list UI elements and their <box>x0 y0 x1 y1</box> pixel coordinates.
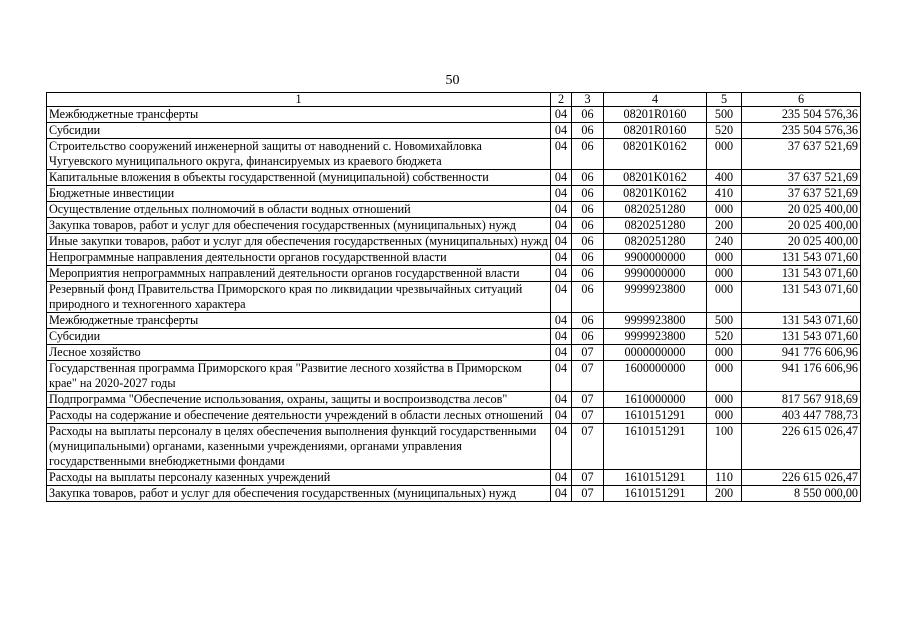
row-target-code: 1610000000 <box>604 392 707 408</box>
row-subsection-code: 06 <box>572 329 604 345</box>
row-section-code: 04 <box>551 313 572 329</box>
row-target-code: 08201K0162 <box>604 139 707 170</box>
table-row <box>47 345 861 361</box>
row-amount: 235 504 576,36 <box>742 123 861 139</box>
row-amount: 403 447 788,73 <box>742 408 861 424</box>
table-row <box>47 250 861 266</box>
row-target-code: 08201K0162 <box>604 170 707 186</box>
row-target-code: 1600000000 <box>604 361 707 392</box>
row-name: Подпрограмма "Обеспечение использования, охраны, защиты и воспроизводства лесов" <box>47 392 551 408</box>
page-number: 50 <box>445 73 460 88</box>
row-name: Капитальные вложения в объекты государственной (муниципальной) собственности <box>47 170 551 186</box>
row-subsection-code: 06 <box>572 202 604 218</box>
row-name: Закупка товаров, работ и услуг для обеспечения государственных (муниципальных) нужд <box>47 218 551 234</box>
row-subsection-code: 07 <box>572 361 604 392</box>
row-name: Иные закупки товаров, работ и услуг для обеспечения государственных (муниципальных) нужд <box>47 234 551 250</box>
row-section-code: 04 <box>551 424 572 470</box>
row-section-code: 04 <box>551 361 572 392</box>
row-subsection-code: 06 <box>572 250 604 266</box>
row-target-code: 1610151291 <box>604 408 707 424</box>
table-row <box>47 234 861 250</box>
row-expense-type: 520 <box>707 329 742 345</box>
budget-table <box>46 92 861 502</box>
header-col-2: 2 <box>551 93 572 107</box>
row-expense-type: 100 <box>707 424 742 470</box>
table-row <box>47 408 861 424</box>
row-expense-type: 000 <box>707 202 742 218</box>
row-subsection-code: 07 <box>572 470 604 486</box>
row-expense-type: 000 <box>707 250 742 266</box>
row-target-code: 9990000000 <box>604 266 707 282</box>
row-amount: 20 025 400,00 <box>742 234 861 250</box>
row-subsection-code: 06 <box>572 266 604 282</box>
row-subsection-code: 06 <box>572 313 604 329</box>
row-target-code: 08201K0162 <box>604 186 707 202</box>
table-header-row <box>47 93 861 107</box>
row-amount: 131 543 071,60 <box>742 250 861 266</box>
row-name: Межбюджетные трансферты <box>47 107 551 123</box>
row-expense-type: 240 <box>707 234 742 250</box>
row-amount: 235 504 576,36 <box>742 107 861 123</box>
table-row <box>47 266 861 282</box>
row-section-code: 04 <box>551 250 572 266</box>
row-section-code: 04 <box>551 186 572 202</box>
row-section-code: 04 <box>551 218 572 234</box>
row-subsection-code: 06 <box>572 107 604 123</box>
table-row <box>47 107 861 123</box>
header-col-4: 4 <box>604 93 707 107</box>
row-section-code: 04 <box>551 123 572 139</box>
row-expense-type: 000 <box>707 361 742 392</box>
table-row <box>47 361 861 392</box>
table-row <box>47 139 861 170</box>
row-name: Закупка товаров, работ и услуг для обеспечения государственных (муниципальных) нужд <box>47 486 551 502</box>
row-section-code: 04 <box>551 282 572 313</box>
row-name: Непрограммные направления деятельности органов государственной власти <box>47 250 551 266</box>
row-name: Субсидии <box>47 123 551 139</box>
row-subsection-code: 07 <box>572 408 604 424</box>
row-section-code: 04 <box>551 139 572 170</box>
table-row <box>47 218 861 234</box>
table-row <box>47 186 861 202</box>
row-expense-type: 000 <box>707 408 742 424</box>
row-amount: 37 637 521,69 <box>742 139 861 170</box>
row-amount: 941 776 606,96 <box>742 345 861 361</box>
row-section-code: 04 <box>551 345 572 361</box>
table-body <box>47 107 861 502</box>
row-subsection-code: 07 <box>572 345 604 361</box>
row-amount: 20 025 400,00 <box>742 218 861 234</box>
row-name: Расходы на выплаты персоналу в целях обеспечения выполнения функций государственными (муниципальными) органами, казенными учреждениями, органами управления государственными внебюджетными фондами <box>47 424 551 470</box>
table-row <box>47 282 861 313</box>
row-amount: 20 025 400,00 <box>742 202 861 218</box>
row-section-code: 04 <box>551 234 572 250</box>
row-name: Лесное хозяйство <box>47 345 551 361</box>
row-expense-type: 000 <box>707 345 742 361</box>
row-amount: 131 543 071,60 <box>742 266 861 282</box>
row-section-code: 04 <box>551 470 572 486</box>
table-row <box>47 329 861 345</box>
row-name: Резервный фонд Правительства Приморского края по ликвидации чрезвычайных ситуаций природного и техногенного характера <box>47 282 551 313</box>
row-target-code: 1610151291 <box>604 486 707 502</box>
row-target-code: 0820251280 <box>604 218 707 234</box>
header-col-6: 6 <box>742 93 861 107</box>
header-col-5: 5 <box>707 93 742 107</box>
table-row <box>47 170 861 186</box>
row-expense-type: 410 <box>707 186 742 202</box>
row-amount: 817 567 918,69 <box>742 392 861 408</box>
row-subsection-code: 07 <box>572 392 604 408</box>
row-target-code: 0820251280 <box>604 202 707 218</box>
row-name: Строительство сооружений инженерной защиты от наводнений с. Новомихайловка Чугуевского муниципального округа, финансируемых из краевого бюджета <box>47 139 551 170</box>
row-section-code: 04 <box>551 170 572 186</box>
table-row <box>47 470 861 486</box>
row-subsection-code: 06 <box>572 170 604 186</box>
row-name: Расходы на выплаты персоналу казенных учреждений <box>47 470 551 486</box>
row-amount: 131 543 071,60 <box>742 313 861 329</box>
row-expense-type: 000 <box>707 139 742 170</box>
row-name: Мероприятия непрограммных направлений деятельности органов государственной власти <box>47 266 551 282</box>
row-target-code: 08201R0160 <box>604 107 707 123</box>
row-target-code: 08201R0160 <box>604 123 707 139</box>
row-expense-type: 500 <box>707 107 742 123</box>
table-row <box>47 392 861 408</box>
row-expense-type: 400 <box>707 170 742 186</box>
table-row <box>47 424 861 470</box>
row-section-code: 04 <box>551 107 572 123</box>
row-expense-type: 200 <box>707 486 742 502</box>
row-subsection-code: 06 <box>572 234 604 250</box>
header-col-3: 3 <box>572 93 604 107</box>
row-amount: 941 176 606,96 <box>742 361 861 392</box>
row-amount: 226 615 026,47 <box>742 424 861 470</box>
row-subsection-code: 07 <box>572 486 604 502</box>
row-section-code: 04 <box>551 329 572 345</box>
row-expense-type: 000 <box>707 266 742 282</box>
row-amount: 37 637 521,69 <box>742 170 861 186</box>
row-section-code: 04 <box>551 408 572 424</box>
row-section-code: 04 <box>551 202 572 218</box>
row-target-code: 9999923800 <box>604 329 707 345</box>
row-section-code: 04 <box>551 392 572 408</box>
row-name: Расходы на содержание и обеспечение деятельности учреждений в области лесных отношений <box>47 408 551 424</box>
row-section-code: 04 <box>551 486 572 502</box>
row-amount: 131 543 071,60 <box>742 329 861 345</box>
row-expense-type: 200 <box>707 218 742 234</box>
row-subsection-code: 06 <box>572 139 604 170</box>
row-target-code: 1610151291 <box>604 470 707 486</box>
row-name: Бюджетные инвестиции <box>47 186 551 202</box>
table-row <box>47 486 861 502</box>
row-expense-type: 000 <box>707 392 742 408</box>
row-expense-type: 000 <box>707 282 742 313</box>
header-col-1: 1 <box>47 93 551 107</box>
row-section-code: 04 <box>551 266 572 282</box>
row-target-code: 9999923800 <box>604 282 707 313</box>
row-amount: 226 615 026,47 <box>742 470 861 486</box>
row-target-code: 0820251280 <box>604 234 707 250</box>
row-subsection-code: 06 <box>572 186 604 202</box>
row-subsection-code: 06 <box>572 123 604 139</box>
row-amount: 8 550 000,00 <box>742 486 861 502</box>
row-amount: 131 543 071,60 <box>742 282 861 313</box>
row-expense-type: 110 <box>707 470 742 486</box>
row-name: Осуществление отдельных полномочий в области водных отношений <box>47 202 551 218</box>
row-target-code: 1610151291 <box>604 424 707 470</box>
row-target-code: 9999923800 <box>604 313 707 329</box>
row-expense-type: 520 <box>707 123 742 139</box>
row-amount: 37 637 521,69 <box>742 186 861 202</box>
table-row <box>47 202 861 218</box>
row-target-code: 9900000000 <box>604 250 707 266</box>
row-subsection-code: 07 <box>572 424 604 470</box>
row-target-code: 0000000000 <box>604 345 707 361</box>
table-row <box>47 313 861 329</box>
row-expense-type: 500 <box>707 313 742 329</box>
row-name: Субсидии <box>47 329 551 345</box>
row-name: Межбюджетные трансферты <box>47 313 551 329</box>
row-subsection-code: 06 <box>572 218 604 234</box>
row-name: Государственная программа Приморского края "Развитие лесного хозяйства в Приморском крае" на 2020-2027 годы <box>47 361 551 392</box>
row-subsection-code: 06 <box>572 282 604 313</box>
table-row <box>47 123 861 139</box>
